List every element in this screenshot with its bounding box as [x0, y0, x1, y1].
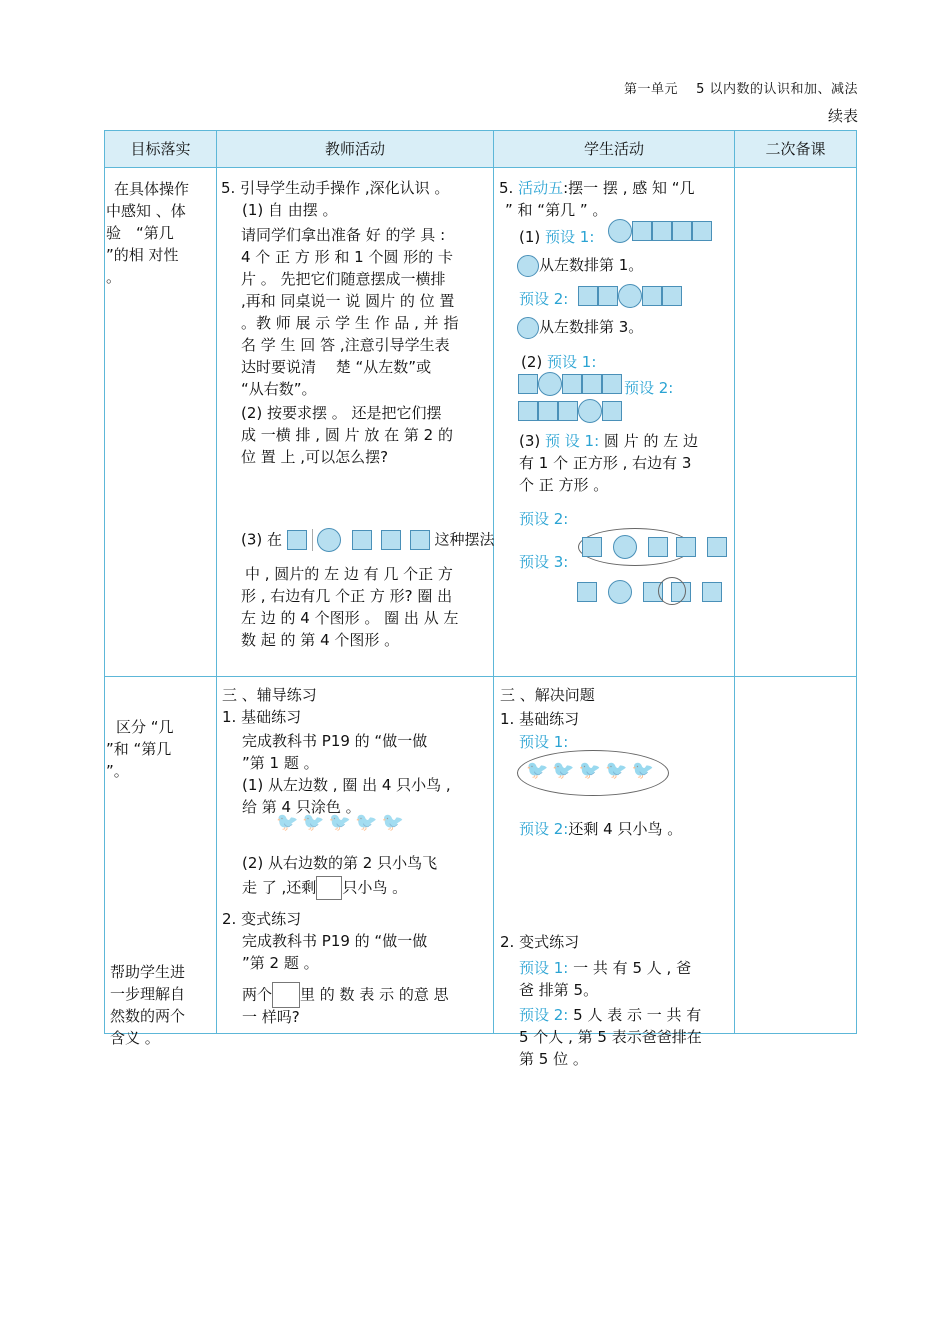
shape-row-a	[608, 219, 712, 243]
bird-icons: 🐦🐦🐦🐦🐦	[276, 812, 409, 833]
circle-shape	[517, 317, 539, 339]
circle-shape	[618, 284, 642, 308]
continued-label: 续表	[827, 107, 858, 125]
student-step-5-l2: ” 和 “第几 ” 。	[505, 201, 608, 219]
bird-icons: 🐦🐦🐦🐦🐦	[526, 760, 659, 781]
square-shape	[578, 286, 598, 306]
shape-row-d	[518, 399, 622, 423]
divider	[734, 131, 735, 1033]
square-shape	[562, 374, 582, 394]
circle-shape	[317, 528, 341, 552]
circle-shape	[538, 372, 562, 396]
square-shape	[707, 537, 727, 557]
shape-row-c	[518, 372, 622, 396]
student-preset-c2c: 第 5 位 。	[519, 1050, 588, 1068]
square-shape	[582, 537, 602, 557]
square-shape	[662, 286, 682, 306]
square-shape	[652, 221, 672, 241]
col-header-teacher: 教师活动	[324, 140, 385, 158]
student-preset-b1: 预设 1:	[519, 733, 569, 751]
circle-shape	[608, 580, 632, 604]
circled-item	[658, 577, 686, 605]
answer-box	[272, 982, 300, 1008]
teacher-instruction-3: (3) 在 这种摆法	[241, 528, 495, 552]
teacher-textbook-1b: ”第 1 题 。	[242, 754, 319, 772]
teacher-question-b: 一 样吗?	[242, 1008, 300, 1026]
square-shape	[538, 401, 558, 421]
teacher-instruction-3-body: 中 , 圆片的 左 边 有 几 个正 方 形 , 右边有几 个正 方 形? 圈 出 左 边 的 4 个图形 。 圈 出 从 左 数 起 的 第 4 个图形 。	[241, 565, 459, 649]
square-shape	[577, 582, 597, 602]
square-shape	[632, 221, 652, 241]
teacher-basic-practice: 1. 基础练习	[222, 708, 302, 726]
circle-shape	[613, 535, 637, 559]
student-part-2: (2) 预设 1:	[521, 353, 597, 371]
square-shape	[558, 401, 578, 421]
unit-title: 第一单元 5 以内数的认识和加、减法	[623, 82, 858, 97]
square-shape	[648, 537, 668, 557]
student-preset-2: 预设 2:	[519, 290, 569, 308]
teacher-task-1: (1) 从左边数 , 圈 出 4 只小鸟 ,	[242, 776, 451, 794]
student-basic-practice: 1. 基础练习	[500, 710, 580, 728]
student-variant-practice: 2. 变式练习	[500, 933, 580, 951]
teacher-free-arrange: (1) 自 由摆 。	[242, 201, 338, 219]
teacher-task-1b: 给 第 4 只涂色 。	[242, 798, 361, 816]
student-part-3-l3: 个 正 方形 。	[519, 476, 609, 494]
square-shape	[676, 537, 696, 557]
student-part-2-preset-2: 预设 2:	[624, 379, 674, 397]
square-shape	[410, 530, 430, 550]
square-shape	[381, 530, 401, 550]
col-header-notes: 二次备课	[765, 140, 826, 158]
goal-text-3: 帮助学生进 一步理解自 然数的两个 含义 。	[110, 963, 186, 1047]
teacher-question: 两个 里 的 数 表 示 的意 思	[242, 982, 449, 1008]
square-shape	[518, 401, 538, 421]
square-shape	[352, 530, 372, 550]
teacher-section-3: 三 、辅导练习	[222, 686, 317, 704]
teacher-step-5: 5. 引导学生动手操作 ,深化认识 。	[221, 179, 450, 197]
square-shape	[602, 401, 622, 421]
student-part-3-preset-2: 预设 2:	[519, 510, 569, 528]
teacher-textbook-1: 完成教科书 P19 的 “做一做	[242, 732, 428, 750]
col-header-student: 学生活动	[583, 140, 644, 158]
teacher-task-2b: 走 了 ,还剩 只小鸟 。	[242, 876, 407, 900]
square-shape	[582, 374, 602, 394]
shape-row-f	[577, 580, 722, 604]
shape-row-e	[582, 535, 727, 559]
circle-shape	[517, 255, 539, 277]
square-shape	[642, 286, 662, 306]
teacher-variant-practice: 2. 变式练习	[222, 910, 302, 928]
square-shape	[702, 582, 722, 602]
divider	[105, 676, 856, 677]
square-shape	[602, 374, 622, 394]
student-part-3: (3) 预 设 1: 圆 片 的 左 边	[519, 432, 698, 450]
col-header-goal: 目标落实	[130, 140, 191, 158]
student-preset-c2: 预设 2: 5 人 表 示 一 共 有	[519, 1006, 702, 1024]
student-preset-c2b: 5 个人 , 第 5 表示爸爸排在	[519, 1028, 702, 1046]
square-shape	[692, 221, 712, 241]
student-step-5: 5. 活动五:摆一 摆 , 感 知 “几	[499, 179, 695, 197]
student-preset-b2: 预设 2:还剩 4 只小鸟 。	[519, 820, 683, 838]
divider	[493, 131, 494, 1033]
student-preset-1: (1) 预设 1:	[519, 228, 595, 246]
student-part-3-preset-3: 预设 3:	[519, 553, 569, 571]
answer-box	[316, 876, 342, 900]
student-part-3-l2: 有 1 个 正方形 , 右边有 3	[519, 454, 692, 472]
student-preset-c1: 预设 1: 一 共 有 5 人 , 爸	[519, 959, 692, 977]
square-shape	[518, 374, 538, 394]
student-preset-c1b: 爸 排第 5。	[519, 981, 599, 999]
circle-shape	[608, 219, 632, 243]
divider	[216, 131, 217, 1033]
goal-text-2: 区分 “几 ”和 “第几 ”。	[106, 718, 174, 780]
divider	[105, 167, 856, 168]
circle-shape	[578, 399, 602, 423]
teacher-textbook-2: 完成教科书 P19 的 “做一做	[242, 932, 428, 950]
square-shape	[598, 286, 618, 306]
teacher-textbook-2b: ”第 2 题 。	[242, 954, 319, 972]
square-shape	[672, 221, 692, 241]
student-preset-1-caption: 从左数排第 1。	[517, 254, 643, 277]
teacher-task-2: (2) 从右边数的第 2 只小鸟飞	[242, 854, 438, 872]
teacher-instruction-1: 请同学们拿出准备 好 的学 具 : 4 个 正 方 形 和 1 个圆 形的 卡 片 。 先把它们随意摆成一横排 ,再和 同桌说一 说 圆片 的 位 置 。教 师 展 示 学 生 作 品 , 并 指 名 学 生 回 答 ,注意引导学生表 达时要说清 楚 “从左数”或 “从右数”。	[241, 226, 459, 398]
square-shape	[287, 530, 307, 550]
goal-text-1: 在具体操作 中感知 、体 验 “第几 ”的相 对性 。	[106, 180, 190, 286]
student-section-3: 三 、解决问题	[500, 686, 595, 704]
teacher-instruction-2: (2) 按要求摆 。 还是把它们摆 成 一横 排 , 圆 片 放 在 第 2 的 位 置 上 ,可以怎么摆?	[241, 404, 453, 466]
shape-row-b	[578, 284, 682, 308]
student-preset-2-caption: 从左数排第 3。	[517, 316, 643, 339]
